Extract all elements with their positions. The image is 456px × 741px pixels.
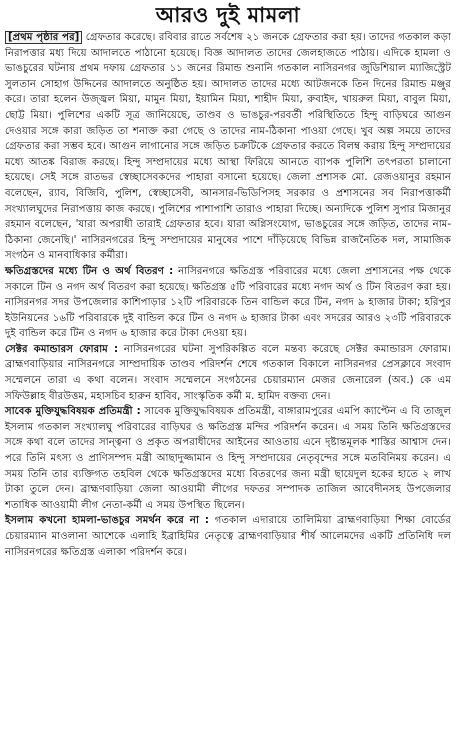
section-sector-commanders-forum [5,342,451,404]
section-body: নাসিরনগরে ক্ষতিগ্রস্ত পরিবারের মধ্যে জেলা প্রশাসনের পক্ষ থেকে সকালে টিন ও নগদ অর্থ বিতরণ করা হয়েছে। ক্ষতিগ্রস্ত ৫টি পরিবারের মধ্যে নগদ অর্থ ও টিন বিতরণ করা হয়। নাসিরনগর সদর উপজেলার কাশিপাড়ার ১২টি পরিবারকে তিন বান্ডিল করে টিন, নগদ ৯ হাজার টাকা; হরিপুর ইউনিয়নের ১৬টি পরিবারকে দুই বান্ডিল করে টিন ও নগদ ৬ হাজার টাকা এবং সদরের আরও ২৩টি পরিবারকে দুই বান্ডিল করে টিন ও নগদ ৬ হাজার করে টাকা দেওয়া হয়। [5,265,452,340]
section-body: গতকাল এদারায়ে তালিমিয়া ব্রাহ্মণবাড়িয়া শিক্ষা বোর্ডের চেয়ারম্যান মাওলানা আশেকে এলাহি ইব্রাহিমির নেতৃত্বে ব্রাহ্মণবাড়িয়ার শীর্ষ আলেমদের একটি প্রতিনিধি দল নাসিরনগরের ক্ষতিগ্রস্ত এলাকা পরিদর্শন করে। [5,515,451,558]
section-body: নাসিরনগরের ঘটনা সুপরিকল্পিত বলে মন্তব্য করেছে সেক্টর কমান্ডারস ফোরাম। ব্রাহ্মণবাড়িয়ার নাসিরনগরে সাম্প্রদায়িক তাণ্ডব পরিদর্শন শেষে গতকাল বিকালে নাসিরনগর প্রেসক্লাবে সংবাদ সম্মেলনে তারা এ কথা বলেন। সংবাদ সম্মেলনে সংগঠনের চেয়ারম্যান মেজর জেনারেল (অব.) কে এম সফিউল্লাহ বীরউত্তম, মহাসচিব হারুন হাবিব, সাংস্কৃতিক কর্মী ম. হামিদ বক্তব্য দেন। [5,343,451,402]
section-relief-distribution [5,264,451,342]
section-subhead: সাবেক মুক্তিযুদ্ধবিষয়ক প্রতিমন্ত্রী : [5,406,141,418]
section-subhead: ক্ষতিগ্রস্তদের মধ্যে টিন ও অর্থ বিতরণ : [5,265,174,277]
section-body: সাবেক মুক্তিযুদ্ধবিষয়ক প্রতিমন্ত্রী, বাঙ্গারামপুরের এমপি ক্যাপ্টেন এ বি তাজুল ইসলাম গতকাল সংখ্যালঘু পরিবারের বাড়িঘর ও ক্ষতিগ্রস্ত মন্দির পরিদর্শন করেন। এ সময় তিনি ক্ষতিগ্রস্তদের সঙ্গে কথা বলে তাদের সান্ত্বনা ও প্রকৃত অপরাধীদের আইনের আওতায় এনে দৃষ্টান্তমূলক শাস্তির আশ্বাস দেন। পরে তিনি মৎস্য ও প্রাণিসম্পদ মন্ত্রী আছাদুজ্জামান ও হিন্দু সম্প্রদায়ের নেতৃবৃন্দের সঙ্গে মতবিনিময় করেন। এ সময় তিনি তার ব্যক্তিগত তহবিল থেকে ক্ষতিগ্রস্তদের মধ্যে বিতরণের জন্য মন্ত্রী ছায়েদুল হকের হাতে ২ লাখ টাকা তুলে দেন। ব্রাহ্মণবাড়িয়া জেলা আওয়ামী লীগের দফতর সম্পাদক তাজিল আবেদীনসহ উপজেলার শতাধিক আওয়ামী লীগ নেতা-কর্মী এ সময় উপস্থিত ছিলেন। [5,406,451,511]
continuation-label: [প্রথম পৃষ্ঠার পর] [5,31,82,44]
intro-paragraph [5,30,451,264]
intro-text: গ্রেফতার করেছে। রবিবার রাতে সর্বশেষ ২১ জনকে গ্রেফতার করা হয়। তাদের গতকাল কড়া নিরাপত্তার মধ্য দিয়ে আদালতে পাঠানো হয়েছে। বিজ্ঞ আদালত তাদের জেলহাজতে পাঠায়। এদিকে হামলা ও ভাঙচুরের ঘটনায় প্রথম দফায় গ্রেফতার ১১ জনের রিমান্ড শুনানি গতকাল নাসিরনগর জুডিশিয়াল ম্যাজিস্ট্রেট সুলতান সোহাগ উদ্দিনের আদালতে অনুষ্ঠিত হয়। আদালত তাদের মধ্যে আটজনকে তিন দিনের রিমান্ড মঞ্জুর করে। তারা হলেন উজ্জ্বল মিয়া, মামুন মিয়া, ইয়ামিন মিয়া, শাহীদ মিয়া, রুবাইদ, খায়রুল মিয়া, বাবুল মিয়া, ছোট্ট মিয়া। পুলিশের একটি সূত্র জানিয়েছে, তাণ্ডব ও ভাঙচুর-পরবর্তী পরিস্থিতিতে হিন্দু বাড়িঘরে আগুন দেওয়ার সঙ্গে কারা জড়িত তা শনাক্ত করা গেছে ও তাদের নাম-ঠিকানা পাওয়া গেছে। খুব অল্প সময়ে তাদের গ্রেফতার করা সম্ভব হবে। আগুন লাগানোর সঙ্গে জড়িত চক্রটিকে গ্রেফতার করতে বিলম্ব করায় হিন্দু সম্প্রদায়ের মধ্যে আতঙ্ক বিরাজ করছে। হিন্দু সম্প্রদায়ের মধ্যে আস্থা ফিরিয়ে আনতে ব্যাপক পুলিশি তৎপরতা চালানো হয়েছে। সেই সঙ্গে রাতভর স্বেচ্ছাসেবকদের পাহারা বসানো হয়েছে। জেলা প্রশাসক মো. রেজওয়ানুর রহমান বলেছেন, র‍্যাব, বিজিবি, পুলিশ, স্বেচ্ছাসেবী, আনসার-ভিডিপিসহ সরকার ও প্রশাসনের সব নিরাপত্তাকর্মী সংখ্যালঘুদের নিরাপত্তায় কাজ করছে। পুলিশের পাশাপাশি তারাও পাহারা দিচ্ছে। অন্যদিকে পুলিশ সুপার মিজানুর রহমান বলেছেন, 'যারা অপরাধী তারাই গ্রেফতার হবে। যারা অগ্নিসংযোগ, ভাঙচুরের সঙ্গে জড়িত, তাদের নাম-ঠিকানা জেনেছি।' নাসিরনগরের হিন্দু সম্প্রদায়ের মানুষের পাশে দাঁড়িয়েছে বিভিন্ন রাজনৈতিক দল, সামাজিক সংগঠন ও মানবাধিকার কর্মীরা। [5,32,452,262]
section-subhead: সেক্টর কমান্ডারস ফোরাম : [5,343,119,355]
article-headline: আরও দুই মামলা [155,3,301,27]
section-subhead: ইসলাম কখনো হামলা-ভাঙচুর সমর্থন করে না : [5,515,210,527]
section-former-state-minister [5,404,451,513]
section-islam-no-support [5,513,451,560]
